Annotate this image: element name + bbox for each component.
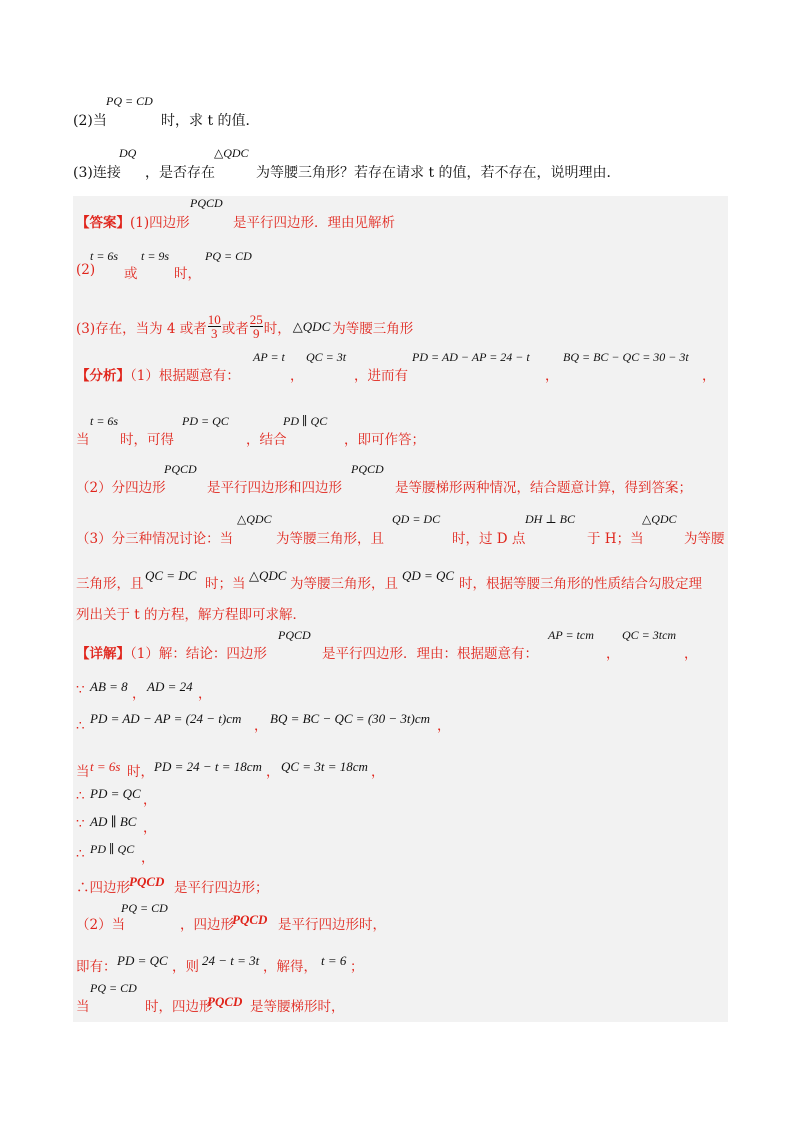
answer-l2-e3: PQ = CD — [205, 249, 252, 263]
detail-l3-e1: PD = AD − AP = (24 − t)cm — [90, 711, 242, 726]
detail-comma2: ， — [684, 646, 698, 662]
analysis-p4a: （3）分三种情况讨论：当 — [76, 531, 234, 547]
detail-l10-c: ，解得， — [263, 959, 317, 975]
detail-l6-e: AD ∥ BC — [90, 814, 137, 829]
analysis-e16: QD = QC — [402, 568, 455, 583]
detail-l7-end: ， — [141, 850, 155, 866]
analysis-e2: QC = 3t — [306, 350, 347, 364]
analysis-p6: 列出关于 t 的方程，解方程即可求解． — [76, 607, 307, 623]
answer-l2-e2: t = 9s — [141, 249, 170, 263]
q3-mid: ，是否存在 — [145, 165, 215, 181]
analysis-p4e: 为等腰 — [684, 531, 725, 547]
detail-l2-sym: ∵ — [76, 682, 85, 698]
analysis-e15: △QDC — [249, 568, 287, 583]
analysis-comma1: ， — [290, 368, 304, 384]
answer-l2-or: 或 — [124, 266, 138, 282]
answer-fraction-10-3: $\frac{10}{3}$ — [207, 312, 221, 341]
detail-l11-b: 时，四边形 — [145, 999, 213, 1015]
detail-l3-e2: BQ = BC − QC = (30 − 3t)cm — [270, 711, 431, 726]
answer-l2-num: (2) — [76, 262, 96, 278]
detail-l4-e2: QC = 3t = 18cm — [281, 759, 368, 774]
analysis-tag: 【分析】 — [76, 368, 130, 384]
detail-l5-e: PD = QC — [90, 786, 141, 801]
analysis-e1: AP = t — [253, 350, 285, 364]
answer-l3-or: 或者 — [221, 320, 249, 337]
analysis-p5c: 为等腰三角形，且 — [290, 576, 398, 592]
answer-l2-e1: t = 6s — [90, 249, 119, 263]
analysis-p2b: 时，可得 — [120, 432, 174, 448]
detail-l4-end: ， — [371, 764, 385, 780]
detail-l10-b: ，则 — [172, 959, 199, 975]
detail-l8-b: 是平行四边形； — [174, 880, 269, 896]
detail-e2: AP = tcm — [548, 628, 594, 642]
detail-l5-end: ， — [143, 792, 157, 808]
detail-l8-e: PQCD — [129, 874, 165, 889]
detail-l10-end: ； — [350, 959, 364, 975]
detail-e1: PQCD — [278, 628, 311, 642]
detail-p1a: （1）解：结论：四边形 — [130, 646, 267, 662]
analysis-e5: t = 6s — [90, 414, 119, 428]
answer-l3-after: 为等腰三角形 — [332, 320, 414, 337]
detail-l2-comma: ， — [132, 686, 146, 702]
analysis-comma3: ， — [702, 368, 716, 384]
q2-expr: PQ = CD — [106, 94, 153, 108]
analysis-p3c: 是等腰梯形两种情况，结合题意计算，得到答案； — [395, 480, 692, 496]
detail-l4-b: 时， — [127, 764, 154, 780]
answer-l1-text: (1)四边形 — [130, 215, 190, 231]
answer-l3-tri: △QDC — [292, 318, 331, 334]
analysis-p1a: （1）根据题意有： — [130, 368, 240, 384]
answer-l2-when: 时， — [174, 266, 201, 282]
detail-l5-sym: ∴ — [76, 788, 85, 804]
analysis-e11: QD = DC — [392, 512, 441, 526]
detail-comma1: ， — [606, 646, 620, 662]
analysis-e12: DH ⊥ BC — [525, 512, 575, 526]
detail-l9-b: ，四边形 — [180, 917, 234, 933]
analysis-e3: PD = AD − AP = 24 − t — [412, 350, 530, 364]
detail-l7-e: PD ∥ QC — [90, 842, 135, 856]
detail-l8-a: ∴四边形 — [76, 880, 130, 896]
analysis-p2d: ，即可作答； — [344, 432, 425, 448]
analysis-p2c: ，结合 — [246, 432, 287, 448]
detail-l10-a: 即有： — [76, 959, 117, 975]
answer-tag: 【答案】 — [76, 215, 130, 231]
detail-l9-c: 是平行四边形时， — [278, 917, 386, 933]
analysis-e6: PD = QC — [182, 414, 229, 428]
analysis-p4b: 为等腰三角形，且 — [276, 531, 384, 547]
analysis-p3b: 是平行四边形和四边形 — [207, 480, 342, 496]
answer-fraction-25-9: $\frac{25}{9}$ — [249, 312, 263, 341]
detail-l6-end: ， — [143, 820, 157, 836]
analysis-p5b: 时；当 — [205, 576, 246, 592]
analysis-p3a: （2）分四边形 — [76, 480, 166, 496]
answer-l3 — [76, 313, 413, 340]
detail-l3-comma: ， — [254, 718, 268, 734]
q3-number: (3)连接 — [73, 165, 121, 181]
answer-l1-expr: PQCD — [190, 196, 223, 210]
detail-l2-e1: AB = 8 — [90, 679, 128, 694]
analysis-p5d: 时，根据等腰三角形的性质结合勾股定理 — [459, 576, 702, 592]
analysis-p4c: 时，过 D 点 — [452, 531, 526, 547]
detail-l4-a: 当 — [76, 764, 90, 780]
analysis-comma2: ， — [545, 368, 559, 384]
q3-triangle: △QDC — [214, 146, 249, 160]
answer-l3-pre: (3)存在，当为 4 或者 — [76, 320, 207, 337]
analysis-e9: PQCD — [351, 462, 384, 476]
detail-l4-comma: ， — [266, 764, 280, 780]
detail-l11-a: 当 — [76, 999, 90, 1015]
analysis-e7: PD ∥ QC — [283, 414, 328, 428]
analysis-e4: BQ = BC − QC = 30 − 3t — [563, 350, 689, 364]
analysis-p1b: ，进而有 — [354, 368, 408, 384]
q2-number: (2)当 — [73, 113, 107, 129]
analysis-e10: △QDC — [237, 512, 272, 526]
detail-l4-t: t = 6s — [90, 759, 121, 774]
detail-l2-end: ， — [198, 686, 212, 702]
answer-l3-when: 时， — [263, 320, 291, 337]
detail-l9-bold: PQCD — [232, 912, 268, 927]
detail-l10-e2: 24 − t = 3t — [202, 953, 260, 968]
detail-l7-sym: ∴ — [76, 846, 85, 862]
analysis-p2a: 当 — [76, 432, 90, 448]
detail-l4-e1: PD = 24 − t = 18cm — [154, 759, 262, 774]
detail-l9-a: （2）当 — [76, 917, 126, 933]
detail-l2-e2: AD = 24 — [147, 679, 193, 694]
detail-l9-e: PQ = CD — [121, 901, 168, 915]
analysis-e14: QC = DC — [145, 568, 197, 583]
q3-dq: DQ — [119, 146, 137, 160]
detail-e3: QC = 3tcm — [622, 628, 677, 642]
detail-l11-e: PQ = CD — [90, 981, 137, 995]
detail-p1b: 是平行四边形．理由：根据题意有： — [322, 646, 538, 662]
detail-l3-sym: ∴ — [76, 718, 85, 734]
q2-text: 时，求 t 的值． — [161, 113, 260, 129]
analysis-e8: PQCD — [164, 462, 197, 476]
detail-l10-e1: PD = QC — [117, 953, 168, 968]
analysis-e13: △QDC — [642, 512, 677, 526]
detail-l11-bold: PQCD — [207, 994, 243, 1009]
detail-l6-sym: ∵ — [76, 816, 85, 832]
detail-l3-end: ， — [437, 718, 451, 734]
q3-text: 为等腰三角形？若存在请求 t 的值，若不存在，说明理由． — [256, 165, 621, 181]
detail-l11-c: 是等腰梯形时， — [250, 999, 345, 1015]
detail-tag: 【详解】 — [76, 646, 130, 662]
answer-l1-after: 是平行四边形．理由见解析 — [233, 215, 395, 231]
detail-l10-e3: t = 6 — [321, 953, 347, 968]
analysis-p5a: 三角形，且 — [76, 576, 144, 592]
analysis-p4d: 于 H；当 — [587, 531, 644, 547]
